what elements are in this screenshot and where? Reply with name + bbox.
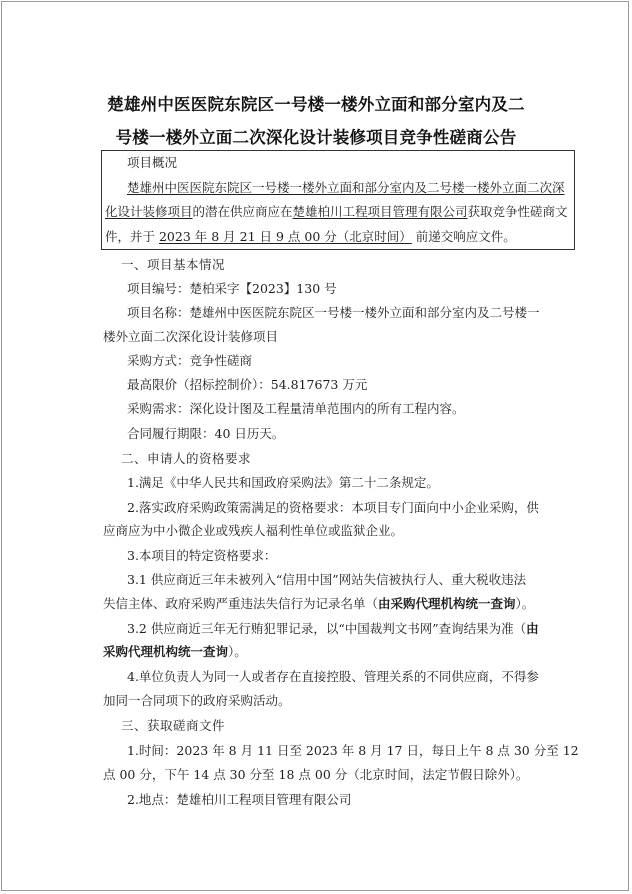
overview-label: 项目概况 [127,155,178,170]
max-price: 最高限价（招标控制价）：54.817673 万元 [127,377,368,392]
qualification-item-1: 1.满足《中华人民共和国政府采购法》第二十二条规定。 [127,475,439,490]
qualification-item-3-2-line-1 [127,621,539,637]
overview-deadline: 2023 年 8 月 21 日 9 点 00 分（北京时间） [158,229,412,244]
overview-text: 前递交响应文件。 [411,229,516,244]
qualification-item-3-2-line-2 [103,644,247,660]
section-1-heading: 一、项目基本情况 [121,257,226,272]
overview-line-3 [105,229,516,245]
project-name-line-2: 楼外立面二次深化设计装修项目 [103,329,279,344]
qualification-item-4-line-2: 加同一合同项下的政府采购活动。 [103,693,291,708]
text-segment: ）。 [228,644,247,659]
qualification-item-2-line-1: 2.落实政府采购政策需满足的资格要求：本项目专门面向中小企业采购，供 [127,500,539,515]
bold-note: 由 [526,621,539,636]
overview-line-2 [105,204,568,220]
qualification-item-3-1-line-1: 3.1 供应商近三年未被列入“信用中国”网站失信被执行人、重大税收违法 [127,572,527,587]
overview-text: 获取竞争性磋商文 [467,204,568,219]
qualification-item-2-line-2: 应商应为中小微企业或残疾人福利性单位或监狱企业。 [103,523,404,538]
qualification-item-3-1-line-2 [103,596,534,612]
document-title-line-1: 楚雄州中医医院东院区一号楼一楼外立面和部分室内及二 [107,95,525,114]
text-segment: 3.2 供应商近三年无行贿犯罪记录，以“中国裁判文书网”查询结果为准（ [127,621,527,636]
procurement-requirement: 采购需求：深化设计图及工程量清单范围内的所有工程内容。 [127,401,465,416]
overview-agency-name: 楚雄柏川工程项目管理有限公司 [292,204,468,219]
acquisition-time-line-1: 1.时间：2023 年 8 月 11 日至 2023 年 8 月 17 日，每日上午 8 点 30 分至 12 [127,743,579,758]
qualification-item-4-line-1: 4.单位负责人为同一人或者存在直接控股、管理关系的不同供应商，不得参 [127,669,539,684]
document-title-line-2: 号楼一楼外立面二次深化设计装修项目竞争性磋商公告 [115,128,517,147]
bold-note: 采购代理机构统一查询 [103,644,229,659]
qualification-item-3: 3.本项目的特定资格要求： [127,548,277,563]
section-2-heading: 二、申请人的资格要求 [121,451,252,466]
section-3-heading: 三、获取磋商文件 [121,718,226,733]
procurement-method: 采购方式：竞争性磋商 [127,353,253,368]
contract-period: 合同履行期限：40 日历天。 [127,426,285,441]
overview-project-name: 楚雄州中医医院东院区一号楼一楼外立面和部分室内及二号楼一楼外立面二次深 [127,180,565,195]
overview-project-name-tail: 化设计装修项目 [105,204,193,219]
overview-text: 的潜在供应商应在 [192,204,293,219]
overview-text: 件，并于 [105,229,159,244]
project-number: 项目编号：楚柏采字【2023】130 号 [127,281,337,296]
project-name-line-1: 项目名称：楚雄州中医医院东院区一号楼一楼外立面和部分室内及二号楼一 [127,305,540,320]
text-segment: 失信主体、政府采购严重违法失信行为记录名单（ [103,596,379,611]
overview-line-1 [127,180,565,196]
acquisition-place: 2.地点：楚雄柏川工程项目管理有限公司 [127,792,352,807]
acquisition-time-line-2: 点 00 分，下午 14 点 30 分至 18 点 00 分（北京时间，法定节假日除外）。 [103,767,529,782]
text-segment: ）。 [515,596,535,611]
bold-note: 由采购代理机构统一查询 [378,596,516,611]
